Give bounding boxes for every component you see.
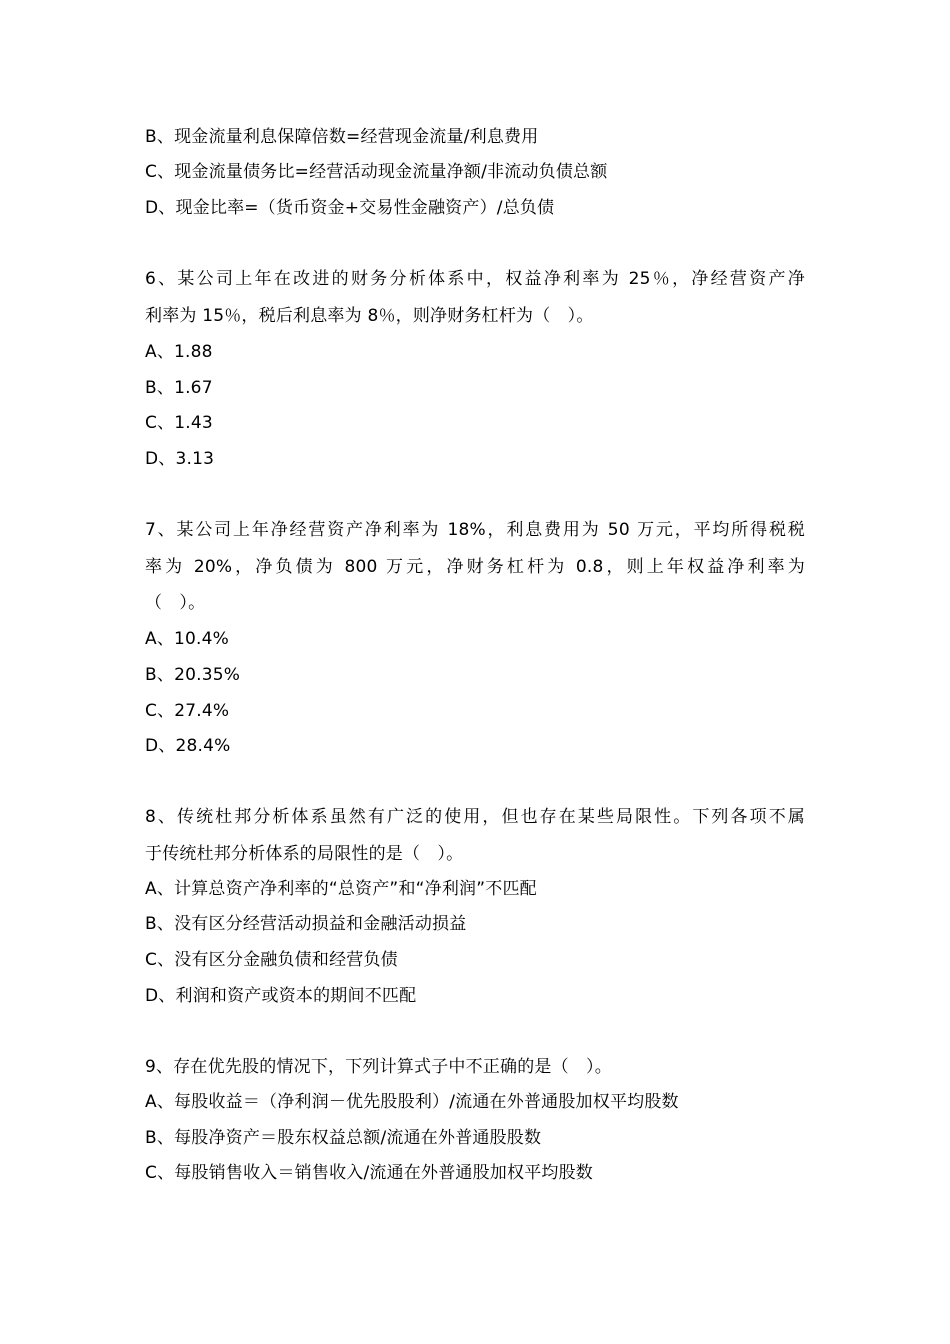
question-6-option-c: C、1.43 (145, 413, 213, 433)
question-7-option-b: B、20.35% (145, 665, 241, 685)
question-6-line-1: 6、某公司上年在改进的财务分析体系中，权益净利率为 25％，净经营资产净 (145, 269, 805, 289)
question-6-option-b: B、1.67 (145, 378, 213, 398)
question-9-option-b: B、每股净资产＝股东权益总额/流通在外普通股股数 (145, 1128, 542, 1148)
question-8-option-c: C、没有区分金融负债和经营负债 (145, 950, 398, 970)
question-9-option-a: A、每股收益＝（净利润－优先股股利）/流通在外普通股加权平均股数 (145, 1092, 679, 1112)
question-6-line-2: 利率为 15％，税后利息率为 8％，则净财务杠杆为（ ）。 (145, 306, 594, 326)
question-7-line-1: 7、某公司上年净经营资产净利率为 18%，利息费用为 50 万元，平均所得税税 (145, 520, 805, 540)
question-8-line-1: 8、传统杜邦分析体系虽然有广泛的使用，但也存在某些局限性。下列各项不属 (145, 807, 805, 827)
question-9-option-c: C、每股销售收入＝销售收入/流通在外普通股加权平均股数 (145, 1163, 593, 1183)
question-9-line-1: 9、存在优先股的情况下，下列计算式子中不正确的是（ ）。 (145, 1057, 612, 1077)
question-8-option-d: D、利润和资产或资本的期间不匹配 (145, 986, 417, 1006)
question-7-line-2: 率为 20%，净负债为 800 万元，净财务杠杆为 0.8，则上年权益净利率为 (145, 557, 805, 577)
option-d-prev: D、现金比率=（货币资金+交易性金融资产）/总负债 (145, 198, 555, 218)
question-8-line-2: 于传统杜邦分析体系的局限性的是（ ）。 (145, 844, 464, 864)
question-7-option-d: D、28.4% (145, 736, 231, 756)
question-6-option-d: D、3.13 (145, 449, 215, 469)
question-8-option-a: A、计算总资产净利率的“总资产”和“净利润”不匹配 (145, 879, 537, 899)
question-7-option-c: C、27.4% (145, 701, 230, 721)
option-c-prev: C、现金流量债务比=经营活动现金流量净额/非流动负债总额 (145, 162, 608, 182)
option-b-prev: B、现金流量利息保障倍数=经营现金流量/利息费用 (145, 127, 539, 147)
question-7-option-a: A、10.4% (145, 629, 230, 649)
question-7-line-3: （ ）。 (145, 593, 206, 613)
question-8-option-b: B、没有区分经营活动损益和金融活动损益 (145, 914, 467, 934)
question-6-option-a: A、1.88 (145, 342, 213, 362)
